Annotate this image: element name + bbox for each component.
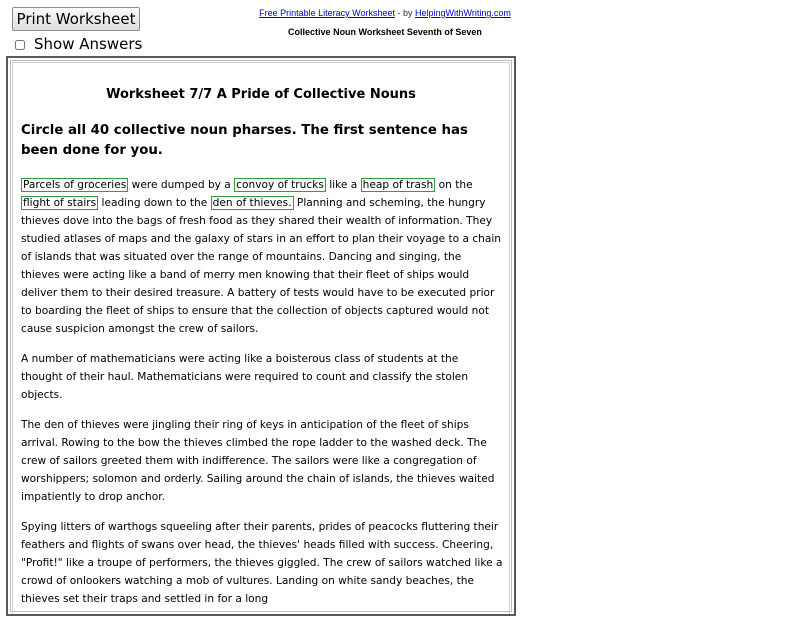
paragraph-3: The den of thieves were jingling their ring of keys in anticipation of the fleet of ships arrival. Rowing to the bow the thieves climbed the rope ladder to the washed deck. The crew of sailors greeted them with indifference. The sailors were like a congregation of worshippers; solomon and orderly. Sailing around the chain of islands, the thieves waited impatiently to drop anchor. bbox=[21, 419, 495, 503]
paragraph-1 bbox=[21, 176, 503, 338]
circled-phrase: heap of trash bbox=[362, 179, 434, 191]
site-link[interactable]: HelpingWithWriting.com bbox=[415, 8, 511, 18]
worksheet-instructions: Circle all 40 collective noun pharses. The first sentence has been done for you. bbox=[21, 123, 468, 158]
text-run: Planning and scheming, the hungry thieves dove into the bags of fresh food as they shared their wealth of information. They studied atlases of maps and the galaxy of stars in an effort to plan their voyage to a chain of islands that was situated over the range of mountains. Dancing and singing, the thieves were acting like a band of merry men knowing that their fleet of ships would deliver them to their desired treasure. A battery of tests would have to be executed prior to boarding the fleet of ships to ensure that the collection of objects captured would not cause suspicion amongst the crew of sailors. bbox=[21, 197, 502, 335]
circled-phrase: convoy of trucks bbox=[236, 179, 324, 191]
worksheet-inner-border bbox=[12, 62, 510, 614]
worksheet-subtitle: Collective Noun Worksheet Seventh of Seven bbox=[288, 27, 482, 37]
text-run: were dumped by a bbox=[128, 179, 235, 191]
text-run: on the bbox=[435, 179, 473, 191]
worksheet-title: Worksheet 7/7 A Pride of Collective Nouns bbox=[106, 87, 416, 102]
circled-phrase: Parcels of groceries bbox=[23, 179, 127, 191]
show-answers-checkbox[interactable] bbox=[15, 40, 25, 50]
show-answers-label: Show Answers bbox=[34, 35, 143, 53]
text-run: leading down to the bbox=[98, 197, 211, 209]
free-worksheet-link[interactable]: Free Printable Literacy Worksheet bbox=[259, 8, 395, 18]
header-links bbox=[200, 8, 570, 18]
print-worksheet-button[interactable]: Print Worksheet bbox=[12, 7, 140, 31]
paragraph-2: A number of mathematicians were acting like a boisterous class of students at the thought of their haul. Mathematicians were required to count and classify the stolen objects. bbox=[21, 353, 469, 401]
worksheet-frame bbox=[6, 56, 516, 616]
text-run: like a bbox=[325, 179, 361, 191]
circled-phrase: flight of stairs bbox=[23, 197, 97, 209]
circled-phrase: den of thieves. bbox=[212, 197, 292, 209]
story-text bbox=[21, 176, 503, 620]
by-text: - by bbox=[395, 8, 416, 18]
paragraph-4: Spying litters of warthogs squeeling after their parents, prides of peacocks fluttering their feathers and flights of swans over head, the thieves' heads filled with success. Cheering, "Profit!" like a troupe of performers, the thieves giggled. The crew of sailors watched like a crowd of onlookers watching a mob of vultures. Landing on white sandy beaches, the thieves set their traps and settled in for a long bbox=[21, 521, 503, 605]
